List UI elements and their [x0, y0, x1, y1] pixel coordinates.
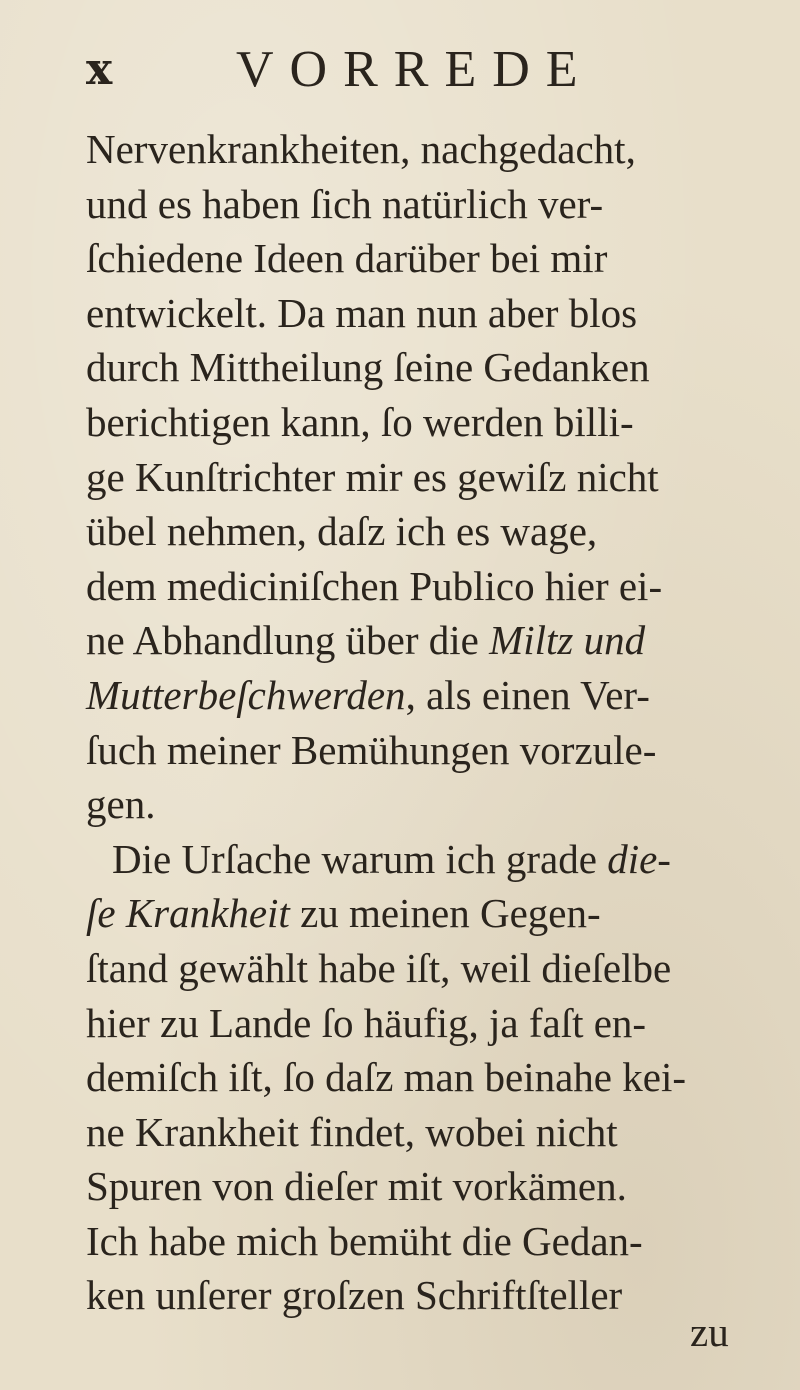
text-line: berichtigen kann, ſo werden billi-	[86, 398, 634, 445]
running-head: VORREDE	[236, 41, 594, 98]
text-line: ſuch meiner Bemühungen vorzule-	[86, 726, 657, 773]
italic-term: ſe Krankheit	[86, 890, 290, 937]
italic-term: die-	[607, 835, 671, 882]
text-line: demiſch iſt, ſo daſz man beinahe kei-	[86, 1054, 686, 1101]
text-line: Spuren von dieſer mit vorkämen.	[86, 1163, 627, 1210]
text-line	[86, 832, 754, 887]
text-line: durch Mittheilung ſeine Gedanken	[86, 344, 650, 391]
text-line: entwickelt. Da man nun aber blos	[86, 289, 638, 336]
text-line: dem mediciniſchen Publico hier ei-	[86, 562, 663, 609]
text-line: ne Krankheit findet, wobei nicht	[86, 1108, 618, 1155]
text-line: ſchiedene Ideen darüber bei mir	[86, 235, 608, 282]
text-line	[86, 886, 754, 941]
italic-term: Mutterbeſchwerden	[86, 671, 406, 718]
text-line: Nervenkrankheiten, nachgedacht,	[86, 126, 636, 172]
text-line: ken unſerer groſzen Schriftſteller	[86, 1272, 623, 1319]
text-segment: , als einen Ver-	[405, 671, 650, 718]
text-line: ge Kunſtrichter mir es gewiſz nicht	[86, 453, 659, 500]
italic-term: Miltz und	[489, 617, 646, 664]
text-line: übel nehmen, daſz ich es wage,	[86, 508, 598, 555]
text-line: und es haben ſich natürlich ver-	[86, 180, 604, 227]
text-line: hier zu Lande ſo häufig, ja faſt en-	[86, 999, 647, 1046]
catchword: zu	[690, 1309, 729, 1355]
text-segment: Die Urſache warum ich grade	[112, 835, 608, 882]
text-line	[86, 668, 754, 723]
text-line: ſtand gewählt habe iſt, weil dieſelbe	[86, 944, 672, 991]
text-segment: ne Abhandlung über die	[86, 617, 490, 664]
text-line: gen.	[86, 781, 156, 828]
page-header	[86, 40, 746, 100]
text-segment: zu meinen Gegen-	[289, 890, 601, 937]
text-line	[86, 613, 754, 668]
body-text	[86, 122, 754, 1323]
text-line: Ich habe mich bemüht die Gedan-	[86, 1217, 643, 1264]
page-number: x	[86, 44, 115, 95]
